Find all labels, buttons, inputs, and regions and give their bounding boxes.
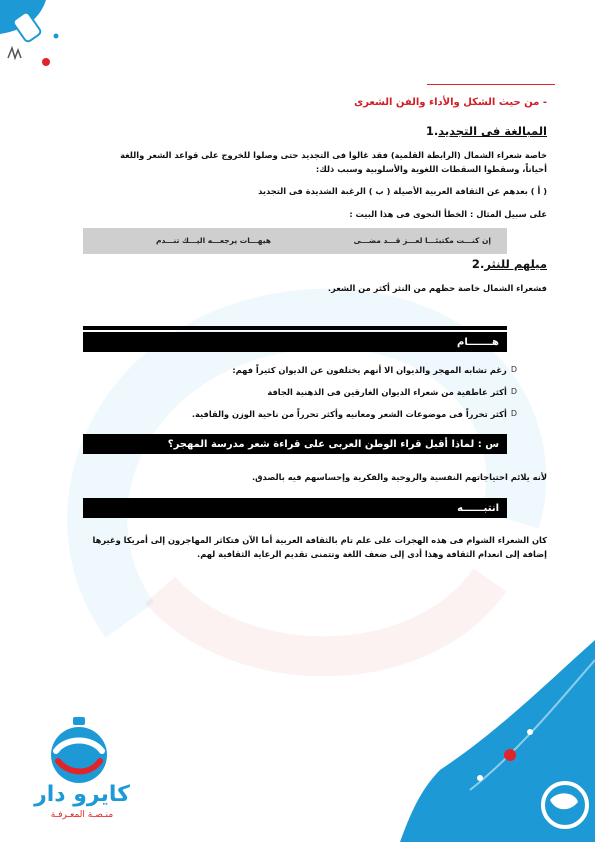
header-rule: [427, 84, 555, 85]
important-bar: [83, 332, 507, 352]
brand-name: كايرو دار: [34, 782, 130, 807]
item2-title: ميلهم للنثر: [484, 257, 547, 271]
important-item-text: أكثر تحرراً فى موضوعات الشعر ومعانيه وأكثر تحرراً من ناحية الوزن والقافية.: [191, 409, 507, 419]
note-paragraph: كان الشعراء الشوام فى هذه الهجرات على علم تام بالثقافة العربية أما الآن فتكاثر المهاجرون إلى أمريكا وغيرها إضافة إلى انعدام الثقافة وهذا أدى إلى ضعف اللغة وتتمنى تقديم الرعاية الثقافية لهم.: [92, 535, 547, 559]
verse-right-hemistich: إن كنـــت مكتبئـــا لعـــز قـــد مضـــى: [353, 236, 491, 245]
answer-text: لأنه يلائم احتياجاتهم النفسية والروحية والفكرية وإحساسهم فيه بالصدق.: [251, 472, 547, 482]
note-bar: [83, 498, 507, 518]
important-item: [232, 365, 517, 375]
item1-number: .1: [425, 124, 439, 138]
verse-box: [83, 228, 507, 254]
bullet-icon: D: [510, 409, 517, 418]
item1-heading: [426, 124, 547, 138]
important-item: [267, 387, 517, 397]
verse-left-hemistich: هيهـــات يرجعـــه اليـــك تنـــدم: [156, 236, 271, 245]
note-bar-label: انتبــــــه: [457, 502, 499, 514]
footer-wave-decoration-icon: [380, 640, 595, 842]
item2-heading: [472, 257, 547, 271]
item1-example-intro: على سبيل المثال : الخطأ النحوى فى هذا البيت :: [349, 209, 547, 219]
item2-number: .2: [471, 257, 485, 271]
brand-tagline: منـصـة المعـرفـة: [50, 810, 114, 820]
important-bar-shadow: [83, 326, 507, 330]
question-text: س : لماذا أقبل قراء الوطن العربى على قراءة شعر مدرسة المهجر؟: [167, 438, 499, 450]
item1-reasons: ( أ ) بعدهم عن الثقافة العربية الأصيلة ( ب ) الرغبة الشديدة فى التجديد: [258, 186, 547, 196]
important-item-text: أكثر عاطفية من شعراء الديوان الغارقين فى الذهنية الجافة: [267, 387, 507, 397]
item1-title: المبالغة فى التجديد: [438, 124, 547, 138]
bullet-icon: D: [510, 365, 517, 374]
item1-paragraph: خاصة شعراء الشمال (الرابطة القلمية) فقد غالوا فى التجديد حتى وصلوا للخروج على قواعد الشعر واللغة أحياناً، وسقطوا السقطات اللغوية والأسلوبية وسبب ذلك:: [120, 150, 547, 174]
section-title: - من حيث الشكل والأداء والفن الشعرى: [354, 97, 547, 108]
bullet-icon: D: [510, 387, 517, 396]
important-bar-label: هـــــــام: [457, 336, 499, 348]
important-item-text: رغم تشابه المهجر والديوان الا أنهم يختلفون عن الديوان كثيراً فهم:: [232, 365, 507, 375]
important-item: [192, 409, 517, 419]
corner-decoration-icon: [0, 0, 70, 80]
item2-paragraph: فشعراء الشمال خاصة حظهم من النثر أكثر من الشعر.: [327, 283, 547, 293]
brand-logo-icon: [44, 715, 114, 785]
question-bar: [83, 434, 507, 454]
